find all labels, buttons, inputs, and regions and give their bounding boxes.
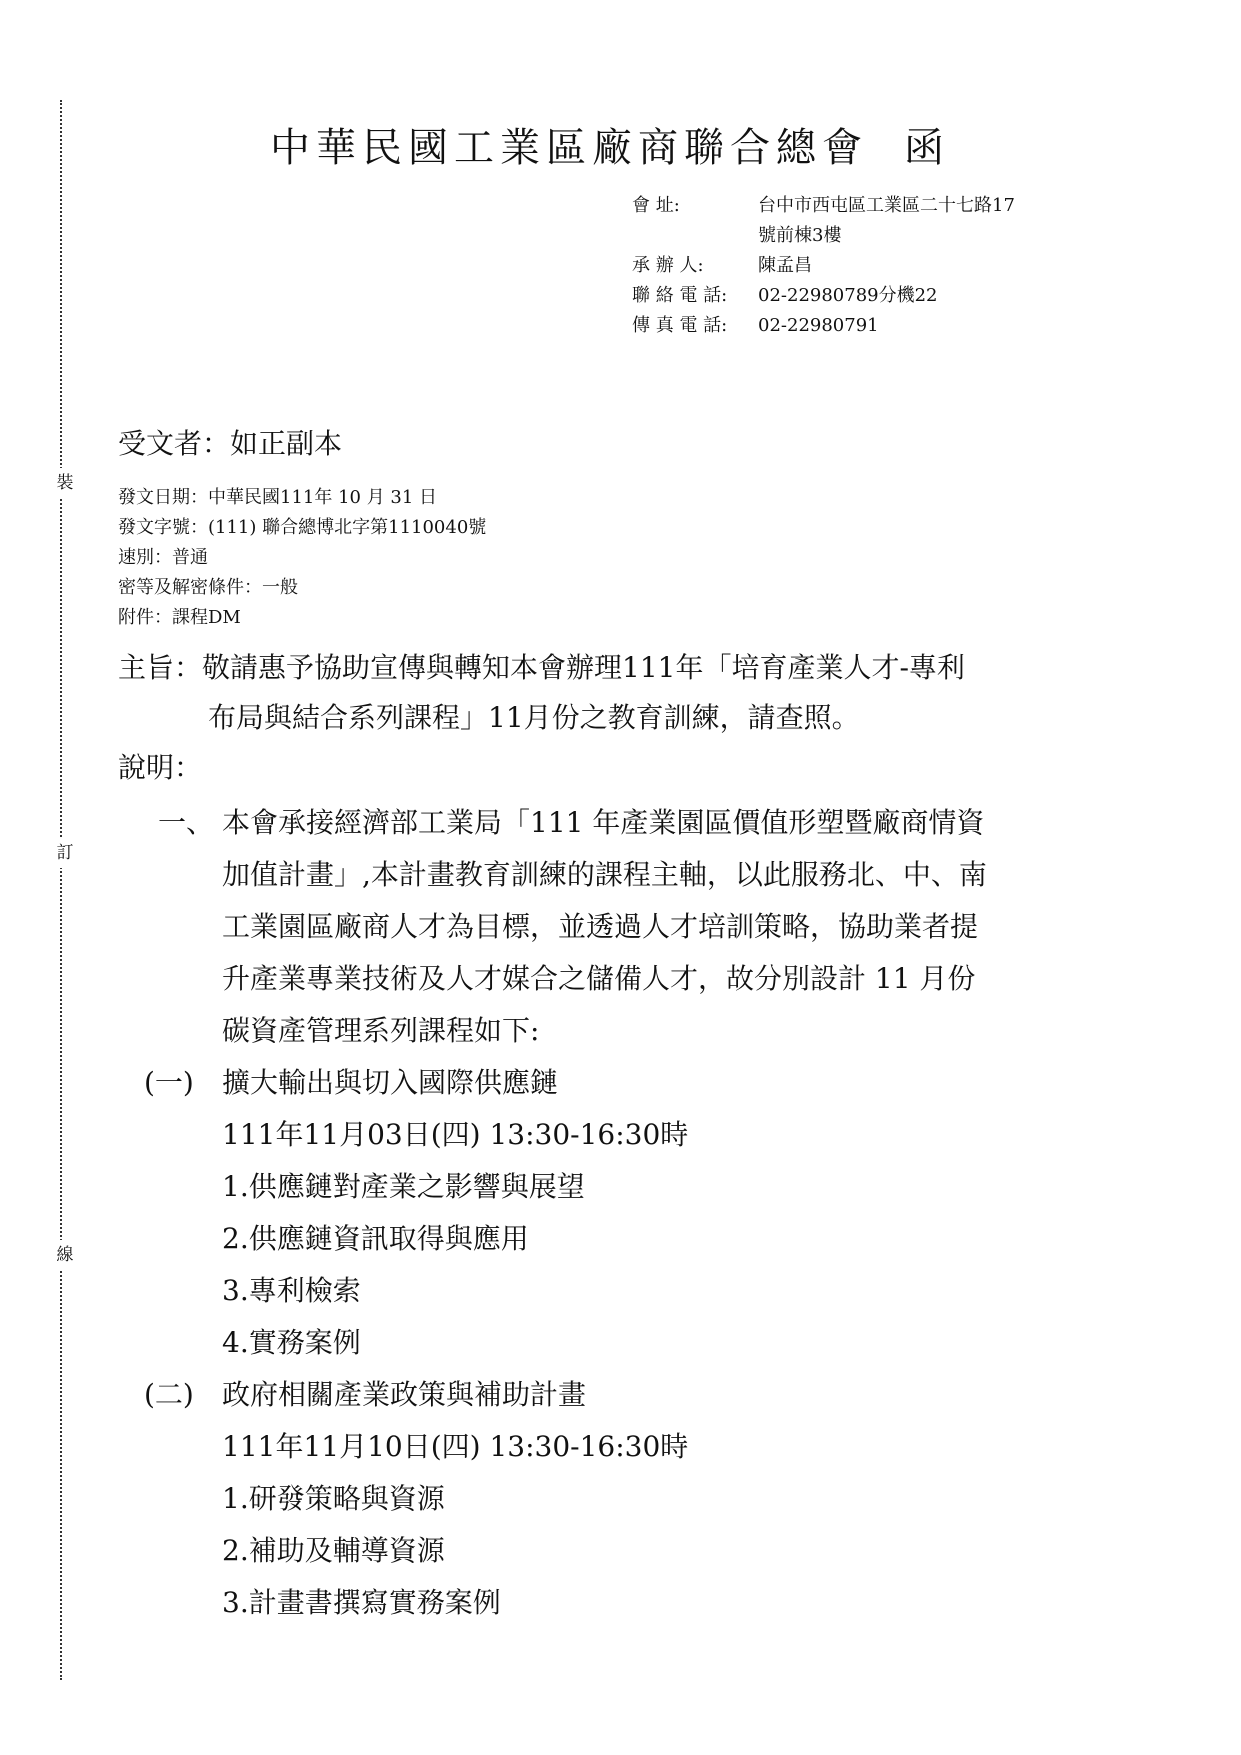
phone-value: 02-22980789分機22: [758, 285, 938, 306]
phone-label: 聯 絡 電 話:: [632, 285, 728, 306]
address-label: 會 址:: [632, 195, 680, 216]
item-1-marker: 一、: [158, 806, 215, 839]
organization-name: 中華民國工業區廠商聯合總會: [270, 125, 868, 171]
handler-value: 陳孟昌: [758, 255, 812, 276]
attachment: 附件：課程DM: [118, 607, 241, 628]
course-1-topic-4: 4.實務案例: [222, 1326, 361, 1359]
item-1-line-5: 碳資產管理系列課程如下:: [222, 1014, 540, 1047]
phone-row: [632, 282, 938, 310]
course-1-topic-2: 2.供應鏈資訊取得與應用: [222, 1222, 529, 1255]
address-row: [632, 192, 1015, 220]
address-value-line2: 號前棟3樓: [758, 225, 842, 246]
binding-mark-bind: 裝: [56, 468, 74, 498]
course-1-title: 擴大輸出與切入國際供應鏈: [222, 1066, 559, 1099]
course-2-topic-3: 3.計畫書撰寫實務案例: [222, 1586, 501, 1619]
handler-label: 承 辦 人:: [632, 255, 704, 276]
document-type: 函: [904, 125, 950, 171]
document-title: [270, 118, 950, 178]
item-1-line-4: 升產業專業技術及人才媒合之儲備人才，故分別設計 11 月份: [222, 962, 976, 995]
item-1-line-1: 本會承接經濟部工業局「111 年產業園區價值形塑暨廠商情資: [222, 806, 985, 839]
course-2-topic-1: 1.研發策略與資源: [222, 1482, 445, 1515]
fax-value: 02-22980791: [758, 315, 879, 336]
fax-label: 傳 真 電 話:: [632, 315, 728, 336]
subject-line-1: 主旨：敬請惠予協助宣傳與轉知本會辦理111年「培育產業人才-專利: [118, 651, 965, 684]
course-1-marker: (一): [144, 1066, 194, 1099]
subject-line-2: 布局與結合系列課程」11月份之教育訓練，請查照。: [208, 701, 860, 734]
document-number: 發文字號：(111) 聯合總博北字第1110040號: [118, 517, 487, 538]
binding-mark-line: 線: [56, 1240, 74, 1270]
fax-row: [632, 312, 879, 340]
course-2-title: 政府相關產業政策與補助計畫: [222, 1378, 587, 1411]
item-1-line-2: 加值計畫」,本計畫教育訓練的課程主軸，以此服務北、中、南: [222, 858, 987, 891]
binding-mark-staple: 訂: [56, 838, 74, 868]
course-1-topic-3: 3.專利檢索: [222, 1274, 361, 1307]
binding-dotted-line: [60, 100, 62, 1680]
delivery-speed: 速別：普通: [118, 547, 208, 568]
security-level: 密等及解密條件：一般: [118, 577, 298, 598]
explanation-heading: 說明：: [118, 751, 203, 784]
course-2-marker: (二): [144, 1378, 194, 1411]
handler-row: [632, 252, 812, 280]
item-1-line-3: 工業園區廠商人才為目標，並透過人才培訓策略，協助業者提: [222, 910, 979, 943]
course-1-topic-1: 1.供應鏈對產業之影響與展望: [222, 1170, 585, 1203]
recipient: 受文者：如正副本: [118, 427, 343, 460]
course-1-datetime: 111年11月03日(四) 13:30-16:30時: [222, 1118, 689, 1151]
address-value-line1: 台中市西屯區工業區二十七路17: [758, 195, 1015, 216]
issue-date: 發文日期：中華民國111年 10 月 31 日: [118, 487, 438, 508]
course-2-topic-2: 2.補助及輔導資源: [222, 1534, 445, 1567]
course-2-datetime: 111年11月10日(四) 13:30-16:30時: [222, 1430, 689, 1463]
